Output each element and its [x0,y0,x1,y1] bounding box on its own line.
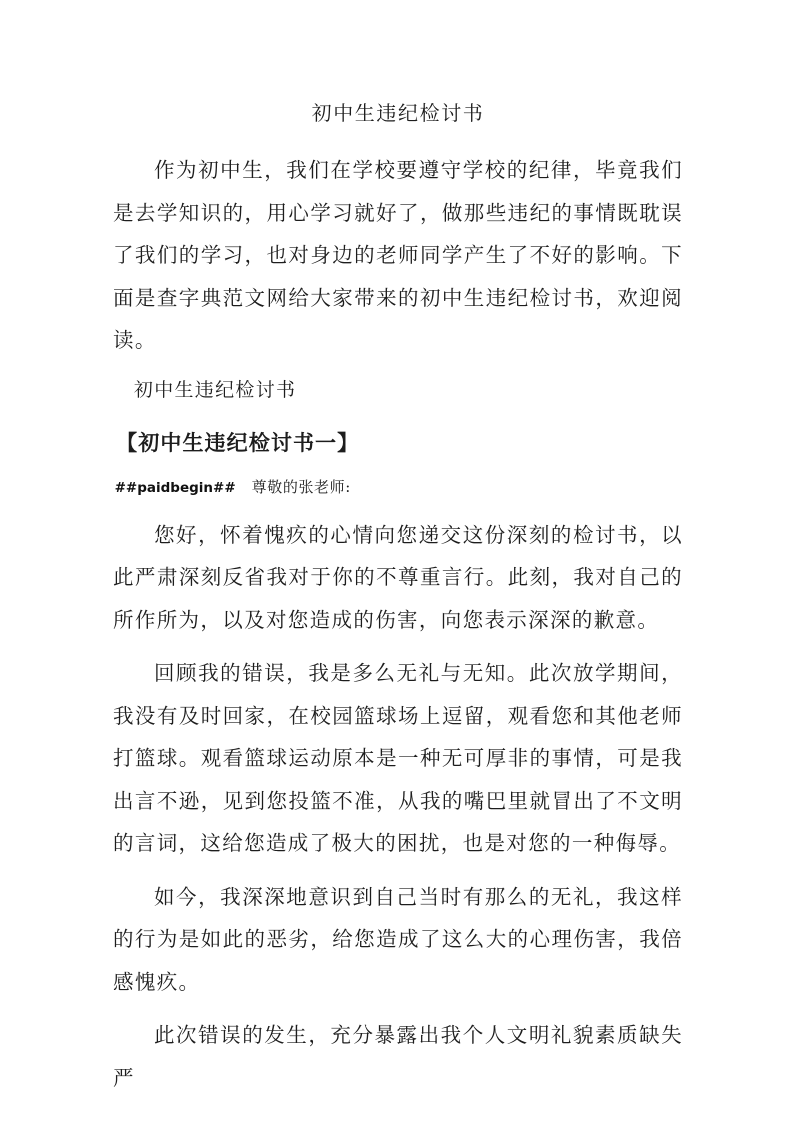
spacer-after-intro [113,362,683,373]
section-heading: 【初中生违纪检讨书一】 [116,429,360,455]
paid-begin-marker: ##paidbegin## [114,479,236,496]
spacer-paragraph-1 [113,641,683,652]
document-content [113,0,683,1099]
spacer-before-section-heading [113,407,683,425]
salutation-line [113,472,683,503]
body-paragraph-truncated: 此次错误的发生，充分暴露出我个人文明礼貌素质缺失严 [113,1023,683,1090]
document-subtitle: 初中生违纪检讨书 [133,378,297,401]
intro-paragraph: 作为初中生，我们在学校要遵守学校的纪律，毕竟我们是去学知识的，用心学习就好了，做那些违纪的事情既耽误了我们的学习，也对身边的老师同学产生了不好的影响。下面是查字典范文网给大家带来的初中生违纪检讨书，欢迎阅读。 [113,158,683,352]
body-paragraph: 如今，我深深地意识到自己当时有那么的无礼，我这样的行为是如此的恶劣，给您造成了这么大的心理伤害，我倍感愧疚。 [113,884,683,994]
spacer-after-salutation [113,503,683,514]
spacer-before-salutation [113,461,683,472]
page-title: 初中生违纪检讨书 [311,101,485,125]
salutation-text: 尊敬的张老师: [251,477,351,496]
spacer-paragraph-3 [113,1003,683,1014]
spacer-paragraph-2 [113,865,683,876]
spacer-after-title [113,127,683,149]
body-paragraph: 您好，怀着愧疚的心情向您递交这份深刻的检讨书，以此严肃深刻反省我对于你的不尊重言行。此刻，我对自己的所作所为，以及对您造成的伤害，向您表示深深的歉意。 [113,522,683,632]
body-paragraph: 回顾我的错误，我是多么无礼与无知。此次放学期间，我没有及时回家，在校园篮球场上逗留，观看您和其他老师打篮球。观看篮球运动原本是一种无可厚非的事情，可是我出言不逊，见到您投篮不准，从我的嘴巴里就冒出了不文明的言词，这给您造成了极大的困扰，也是对您的一种侮辱。 [113,661,683,855]
